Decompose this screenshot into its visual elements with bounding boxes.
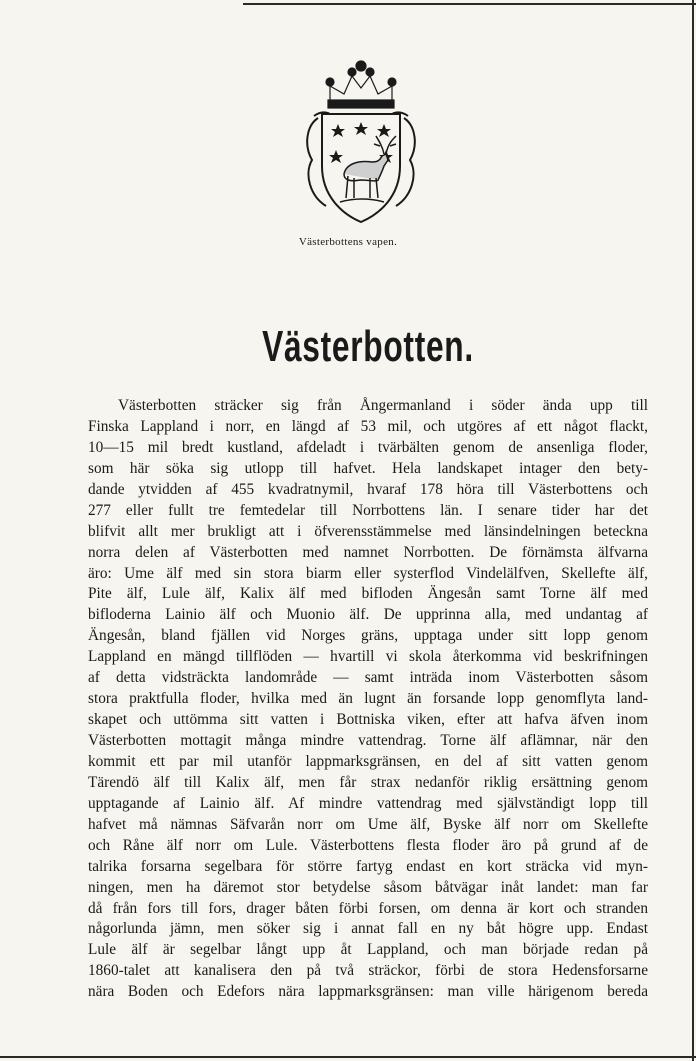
text-line: Lappland en mängd tillflöden — hvartill vi skola återkomma vid beskrifningen: [88, 648, 648, 666]
text-line: dande ytvidden af 455 kvadratnymil, hvaraf 178 höra till Västerbottens och: [88, 480, 648, 498]
text-line: någorlunda jämn, men söker sig i annat fall en ny båt högre upp. Endast: [88, 920, 648, 938]
text-line: som här söka sig utlopp till hafvet. Hela landskapet intager den bety-: [88, 459, 648, 477]
top-rule: [243, 3, 696, 5]
text-line: och Råne älf norr om Lule. Västerbottens flesta floder äro på grund af de: [88, 836, 648, 854]
text-line: äro: Ume älf med sin stora biarm eller systerflod Vindelälfven, Skellefte älf,: [88, 564, 648, 582]
text-line: blifvit allt mer brukligt att i öfverensstämmelse med länsindelningen beteckna: [88, 522, 648, 540]
text-line: kommit ett par mil utanför lappmarksgränsen, en del af sitt vatten genom: [88, 752, 648, 770]
text-line: Västerbotten mottagit många mindre vattendrag. Torne älf aflämnar, när den: [88, 732, 648, 749]
bottom-rule: [0, 1056, 696, 1058]
text-line: 1860-talet att kanalisera den på två sträckor, förbi de stora Hedensforsarne: [88, 962, 648, 980]
page-title: Västerbotten.: [262, 322, 474, 371]
text-line: då från fors till fors, drager båten förbi forsen, om denna är kort och stranden: [88, 899, 648, 917]
text-line: hafvet må nämnas Säfvarån norr om Ume älf, Byske älf norr om Skellefte: [88, 815, 648, 833]
text-line: 10—15 mil bredt kustland, afdeladt i tvärbälten genom de ansenliga floder,: [88, 438, 648, 456]
text-line: Ängesån, bland fjällen vid Norges gräns, upptaga under sitt lopp genom: [88, 627, 648, 645]
text-line: bifloderna Lainio älf och Muonio älf. De upprinna alla, med undantag af: [88, 606, 648, 624]
text-line: stora praktfulla floder, hvilka med än lugnt än forsande lopp genomflyta land-: [88, 690, 648, 708]
text-line: Västerbotten sträcker sig från Ångermanland i söder ända upp till: [118, 397, 648, 414]
text-line: upptagande af Lainio älf. Af mindre vattendrag med självständigt lopp till: [88, 794, 648, 812]
text-line: Pite älf, Lule älf, Kalix älf med bifloden Ängesån samt Torne älf med: [88, 585, 648, 603]
coat-of-arms-emblem: [300, 56, 422, 228]
text-line: Tärendö älf till Kalix älf, men får strax nedanför riklig ersättning genom: [88, 773, 648, 791]
text-line: 277 eller fullt tre femtedelar till Norrbottens län. I senare tider har det: [88, 501, 648, 519]
article-body: [88, 396, 648, 1003]
text-line: norra delen af Västerbotten med namnet Norrbotten. De förnämsta älfvarna: [88, 543, 648, 561]
text-line: ningen, men ha däremot stor betydelse såsom båtvägar inåt landet: man far: [88, 878, 648, 896]
emblem-caption: Västerbottens vapen.: [298, 236, 398, 248]
text-line: nära Boden och Edefors nära lappmarksgränsen: man ville härigenom bereda: [88, 983, 648, 1001]
text-line: Lule älf är segelbar långt upp åt Lappland, och man började redan på: [88, 941, 648, 959]
text-line: af detta vidsträckta landområde — samt inträda inom Västerbotten såsom: [88, 669, 648, 687]
text-line: Finska Lappland i norr, en längd af 53 mil, och utgöres af ett något flackt,: [88, 417, 648, 435]
text-line: talrika forsarna segelbara för större fartyg endast en kort sträcka vid myn-: [88, 857, 648, 875]
right-page-edge: [692, 0, 694, 1061]
text-line: skapet och uttömma sitt vatten i Bottniska viken, efter att hafva äfven inom: [88, 711, 648, 729]
